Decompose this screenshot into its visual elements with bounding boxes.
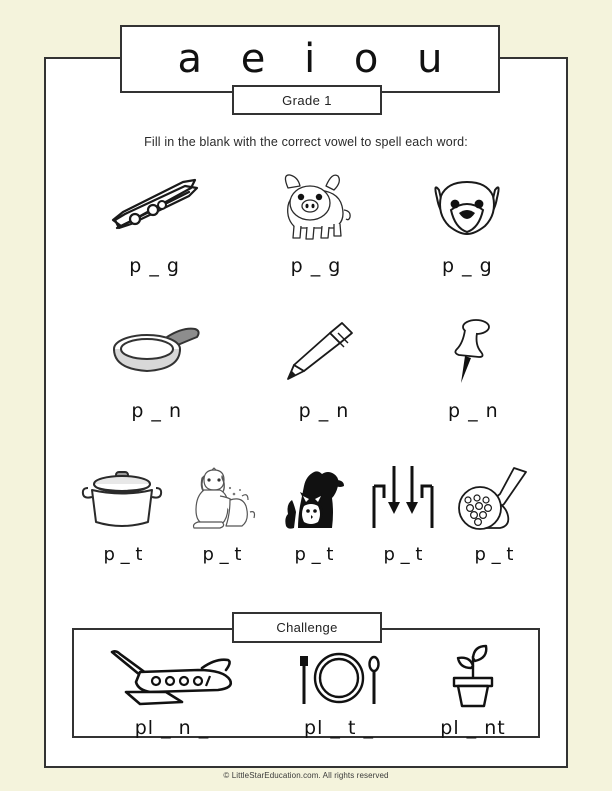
down-arrows-icon: [370, 462, 436, 534]
word-label: pl _ nt: [440, 717, 506, 739]
pushpin-icon: [443, 313, 503, 387]
exercise-item: [370, 462, 436, 565]
exercise-item: [282, 313, 366, 422]
pug-icon: [427, 168, 507, 242]
word-label: p _ t: [294, 544, 334, 565]
exercise-item: [80, 462, 166, 565]
cat-and-dog-icon: [278, 462, 350, 534]
word-label: p _ t: [202, 544, 242, 565]
exercise-item: [443, 313, 503, 422]
frying-pan-icon: [109, 313, 205, 387]
word-label: p _ t: [103, 544, 143, 565]
word-label: p _ n: [131, 400, 182, 422]
exercise-item: [278, 462, 350, 565]
grade-badge: [232, 85, 382, 115]
exercise-item: [186, 462, 258, 565]
challenge-item: [440, 640, 506, 739]
word-label: p _ t: [383, 544, 423, 565]
grade-label: Grade 1: [282, 92, 332, 108]
exercise-item: [105, 168, 205, 277]
clothespin-icon: [105, 168, 205, 242]
word-label: p _ g: [441, 255, 493, 277]
word-label: p _ n: [447, 400, 499, 422]
word-label: p _ n: [298, 400, 350, 422]
exercise-row-pg: [70, 168, 542, 277]
airplane-icon: [106, 640, 238, 708]
challenge-badge: [232, 612, 382, 643]
word-label: p _ g: [290, 255, 342, 277]
golf-putter-icon: [456, 462, 532, 534]
copyright-footer: © LittleStarEducation.com. All rights reserved: [223, 771, 389, 780]
page-title: a e i o u: [177, 36, 456, 82]
pen-icon: [282, 313, 366, 387]
title-box: [120, 25, 500, 93]
exercise-item: [456, 462, 532, 565]
exercise-item: [274, 168, 358, 277]
challenge-label: Challenge: [276, 620, 338, 635]
cooking-pot-icon: [80, 462, 166, 534]
exercise-item: [109, 313, 205, 422]
pig-icon: [274, 168, 358, 242]
challenge-item: [294, 640, 384, 739]
exercise-row-pn: [70, 313, 542, 422]
word-label: pl _ n _: [134, 717, 210, 739]
plate-icon: [294, 640, 384, 708]
girl-petting-dog-icon: [186, 462, 258, 534]
word-label: p _ t: [474, 544, 514, 565]
potted-plant-icon: [440, 640, 506, 708]
exercise-item: [427, 168, 507, 277]
word-label: p _ g: [129, 255, 180, 277]
word-label: pl _ t _: [304, 717, 374, 739]
challenge-row: [78, 640, 534, 739]
challenge-item: [106, 640, 238, 739]
instruction-text: Fill in the blank with the correct vowel to spell each word:: [144, 135, 468, 149]
exercise-row-pt: [70, 462, 542, 565]
